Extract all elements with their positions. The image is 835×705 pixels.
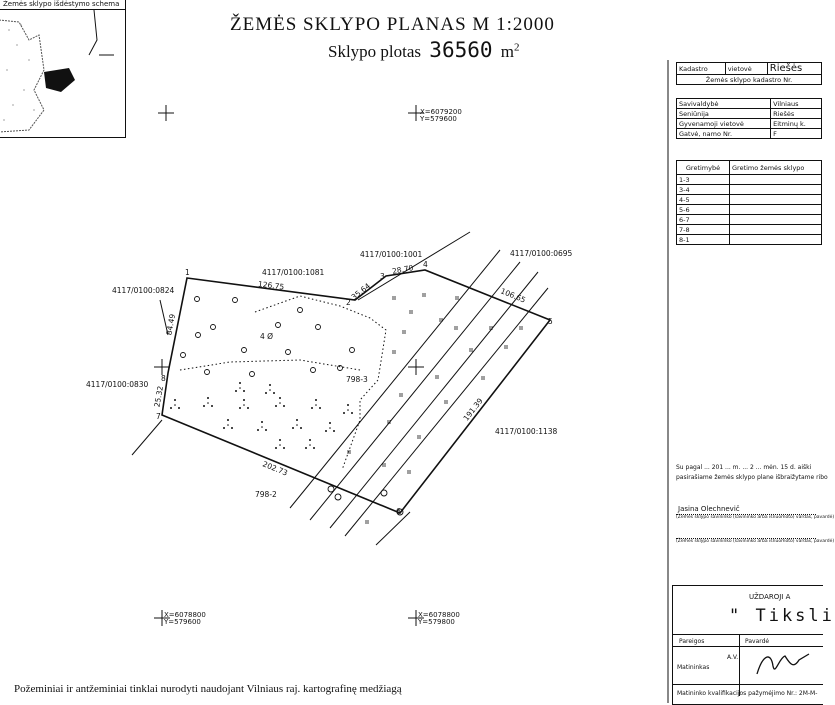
area-798-2: 798-2 — [255, 490, 277, 499]
neighbors-table — [676, 160, 822, 245]
neighbor-1081: 4117/0100:1081 — [262, 268, 325, 277]
owner-caption-2: (Žemės sklypo savininko (savininko arba išnuomoto) vardas, pavardė) — [676, 539, 835, 544]
conifer-trees — [170, 382, 353, 449]
neighbors-row: 4-5 — [677, 195, 730, 205]
length-3-4: 28.70 — [391, 263, 415, 276]
neighbor-1138: 4117/0100:1138 — [495, 427, 558, 436]
coord-top — [420, 109, 462, 123]
point-6: 6 — [396, 507, 401, 516]
addr-key-2: Gyvenamoji vietovė — [677, 119, 771, 129]
sign-line-1: Su pagal ... 201 ... m. ... 2 ... mėn. 15 d. aiški — [676, 464, 812, 471]
area-unit: m — [500, 42, 514, 61]
length-1-2: 126.75 — [257, 279, 285, 292]
point-7: 7 — [156, 412, 161, 421]
footer-note: Požeminiai ir antžeminiai tinklai nurodyti naudojant Vilniaus raj. kartografinę medžiagą — [14, 683, 402, 695]
company-block — [672, 585, 835, 705]
coord-top-y: Y=579600 — [420, 115, 457, 123]
addr-val-0: Vilniaus — [771, 99, 822, 109]
addr-key-3: Gatvė, namo Nr. — [677, 129, 771, 139]
owner-name: Jasina Olechnevič — [678, 505, 740, 513]
length-6-7: 202.73 — [261, 459, 289, 478]
address-table — [676, 98, 822, 139]
addr-val-2: Eitminų k. — [771, 119, 822, 129]
cadastre-name: Riešės — [767, 63, 821, 75]
coord-bottom-left — [164, 612, 206, 626]
addr-key-1: Seniūnija — [677, 109, 771, 119]
coord-bottom-right — [418, 612, 460, 626]
neighbors-row: 5-6 — [677, 205, 730, 215]
coord-br-x: X=6078800 — [418, 611, 460, 619]
point-5: 5 — [548, 317, 553, 326]
company-name: " Tiksli — [729, 606, 835, 626]
neighbors-row: 8-1 — [677, 235, 730, 245]
col-surname: Pavardė — [745, 638, 770, 645]
point-3: 3 — [380, 272, 385, 281]
point-8: 8 — [161, 374, 166, 383]
company-type: UŽDAROJI A — [749, 593, 791, 601]
addr-val-1: Riešės — [771, 109, 822, 119]
area-798-3: 798-3 — [346, 375, 368, 384]
neighbors-head-1: Gretimybė — [677, 161, 730, 175]
cadastre-nr: Žemės sklypo kadastro Nr. — [677, 75, 822, 85]
neighbor-0824: 4117/0100:0824 — [112, 286, 175, 295]
neighbors-row: 1-3 — [677, 175, 730, 185]
area-label: Sklypo plotas — [328, 42, 422, 61]
neighbor-0830: 4117/0100:0830 — [86, 380, 149, 389]
coord-br-y: Y=579800 — [418, 618, 455, 626]
neighbor-1001: 4117/0100:1001 — [360, 250, 423, 259]
cert-number: Matininko kvalifikacijos pažymėjimo Nr.: 2M-M- — [677, 690, 818, 697]
stamp-label: A.V. — [727, 654, 739, 661]
plot-boundary — [162, 270, 550, 513]
forest-boundary-2 — [180, 360, 360, 370]
length-7-8: 25.32 — [152, 385, 166, 408]
deciduous-trees — [181, 297, 404, 516]
area-exponent: 2 — [514, 41, 520, 54]
length-4-5: 106.65 — [499, 286, 527, 305]
cadastre-vietove: vietovė — [725, 63, 767, 75]
grid-crosses — [154, 105, 424, 626]
length-8-1: 84.49 — [164, 313, 178, 336]
tree-mark: 4 Ø — [260, 332, 274, 341]
point-2: 2 — [346, 298, 351, 307]
neighbor-0695: 4117/0100:0695 — [510, 249, 573, 258]
addr-key-0: Savivaldybė — [677, 99, 771, 109]
coord-bl-y: Y=579600 — [164, 618, 201, 626]
length-2-3: 35.64 — [349, 281, 372, 302]
point-1: 1 — [185, 268, 190, 277]
addr-val-3: F — [771, 129, 822, 139]
coord-top-x: X=6079200 — [420, 108, 462, 116]
sign-line-2: pasirašiame žemės sklypo plane išbraižytame ribo — [676, 474, 828, 481]
neighbors-row: 7-8 — [677, 225, 730, 235]
coord-bl-x: X=6078800 — [164, 611, 206, 619]
surveyor-label: Matininkas — [677, 664, 710, 671]
plan-title: ŽEMĖS SKLYPO PLANAS M 1:2000 — [230, 14, 555, 35]
grass-marks — [348, 293, 522, 524]
neighbors-row: 3-4 — [677, 185, 730, 195]
cadastre-table — [676, 62, 822, 85]
owner-caption-1: (Žemės sklypo savininko (savininko arba išnuomoto) vardas, pavardė) — [676, 515, 835, 520]
neighbors-row: 6-7 — [677, 215, 730, 225]
cadastre-label: Kadastro — [677, 63, 726, 75]
area-value: 36560 — [429, 38, 493, 62]
neighbors-head-2: Gretimo žemės sklypo — [730, 161, 822, 175]
col-position: Pareigos — [679, 638, 705, 645]
signature — [753, 648, 813, 678]
length-5-6: 191.39 — [461, 396, 485, 423]
schema-title: Žemės sklypo išdėstymo schema — [0, 0, 125, 10]
point-4: 4 — [423, 260, 428, 269]
